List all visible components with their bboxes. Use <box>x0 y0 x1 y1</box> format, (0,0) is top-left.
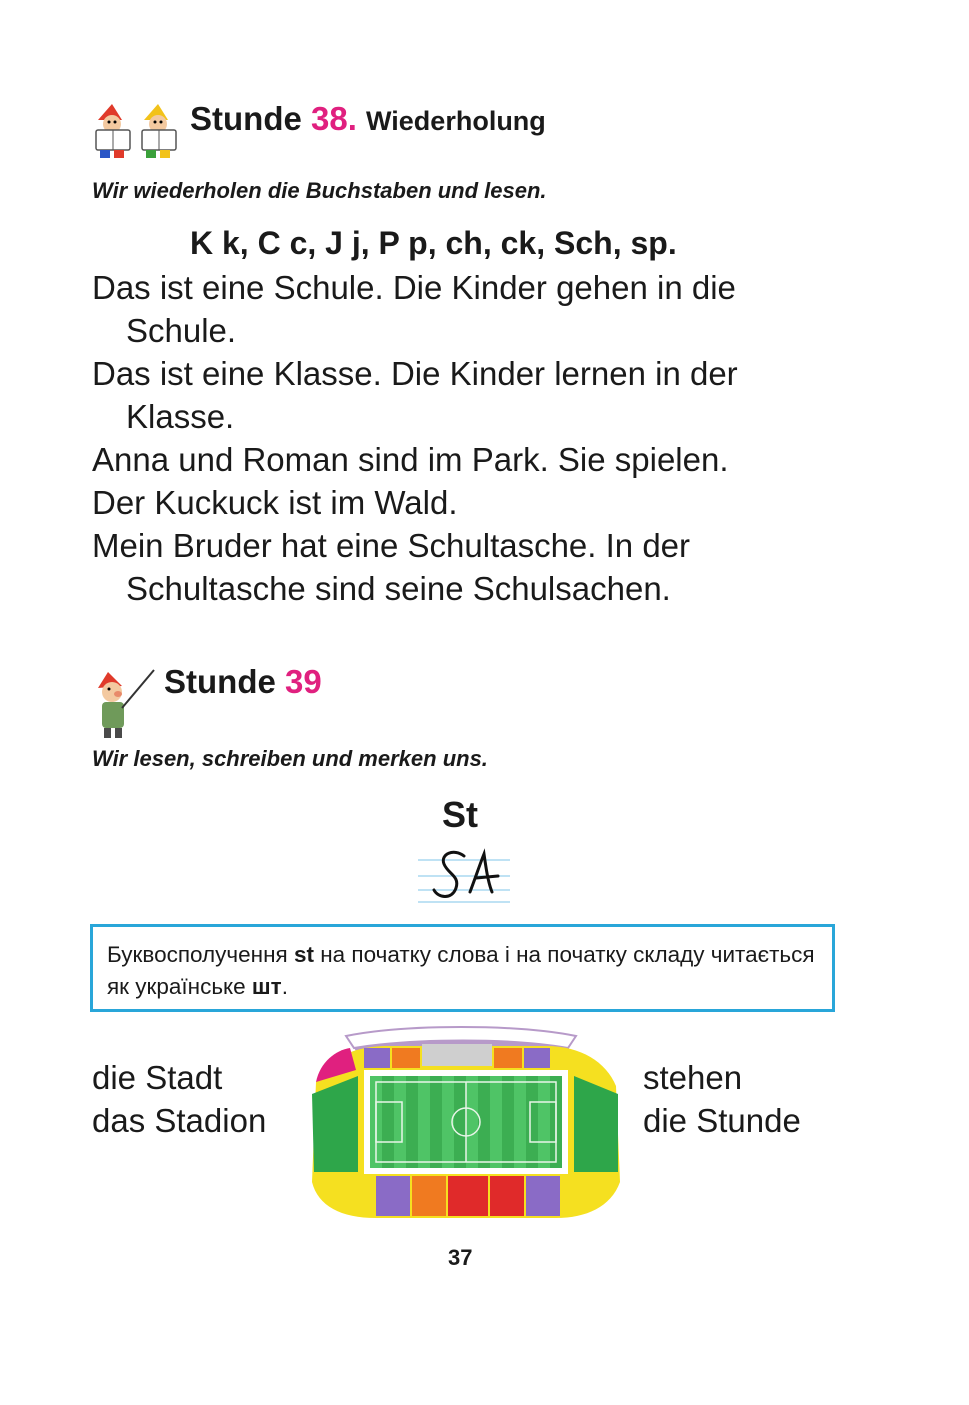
paragraph <box>92 438 834 481</box>
page-number: 37 <box>448 1245 473 1270</box>
rule-text: . <box>281 974 288 999</box>
paragraph-line: Das ist eine Schule. Die Kinder gehen in die <box>92 269 736 306</box>
rule-box <box>90 924 835 1012</box>
lesson-38-title <box>190 100 546 138</box>
paragraph-line: Der Kuckuck ist im Wald. <box>92 484 458 521</box>
lesson-number: 38. <box>311 100 357 137</box>
stadium-illustration <box>306 1022 624 1226</box>
paragraph-continuation: Klasse. <box>126 398 235 435</box>
digraph-cursive-writing <box>418 846 510 910</box>
paragraph <box>92 352 834 438</box>
vocab-word: stehen <box>643 1059 743 1096</box>
lesson-38-instruction: Wir wiederholen die Buchstaben und lesen. <box>92 178 547 203</box>
rule-bold-st: st <box>293 942 314 967</box>
words-right <box>643 1056 801 1142</box>
words-left <box>92 1056 266 1142</box>
paragraph-continuation: Schultasche sind seine Schulsachen. <box>126 570 671 607</box>
vocab-word: die Stadt <box>92 1059 223 1096</box>
reading-text <box>92 266 834 610</box>
gnome-with-pointer-icon <box>94 666 158 740</box>
paragraph <box>92 481 834 524</box>
paragraph-line: Mein Bruder hat eine Schultasche. In der <box>92 527 691 564</box>
lesson-number: 39 <box>285 663 322 700</box>
rule-bold-sht: шт <box>251 974 282 999</box>
two-gnomes-reading-icon <box>92 102 184 162</box>
paragraph-line: Anna und Roman sind im Park. Sie spielen. <box>92 441 729 478</box>
lesson-39-instruction: Wir lesen, schreiben und merken uns. <box>92 746 488 771</box>
letters-line: K k, C c, J j, P p, ch, ck, Sch, sp. <box>190 225 677 261</box>
paragraph-continuation: Schule. <box>126 312 237 349</box>
rule-text: Буквосполучення <box>107 942 294 967</box>
lesson-39-title <box>164 663 322 701</box>
vocab-word: die Stunde <box>643 1102 801 1139</box>
digraph-printed: St <box>442 794 478 835</box>
vocab-word: das Stadion <box>92 1102 267 1139</box>
paragraph <box>92 524 834 610</box>
paragraph-line: Das ist eine Klasse. Die Kinder lernen in der <box>92 355 738 392</box>
lesson-title-word: Stunde <box>190 100 302 137</box>
lesson-title-word: Stunde <box>164 663 276 700</box>
paragraph <box>92 266 834 352</box>
lesson-subtitle: Wiederholung <box>366 106 546 136</box>
rule-text: на початку слова і на початку складу читається як українське <box>107 942 815 999</box>
